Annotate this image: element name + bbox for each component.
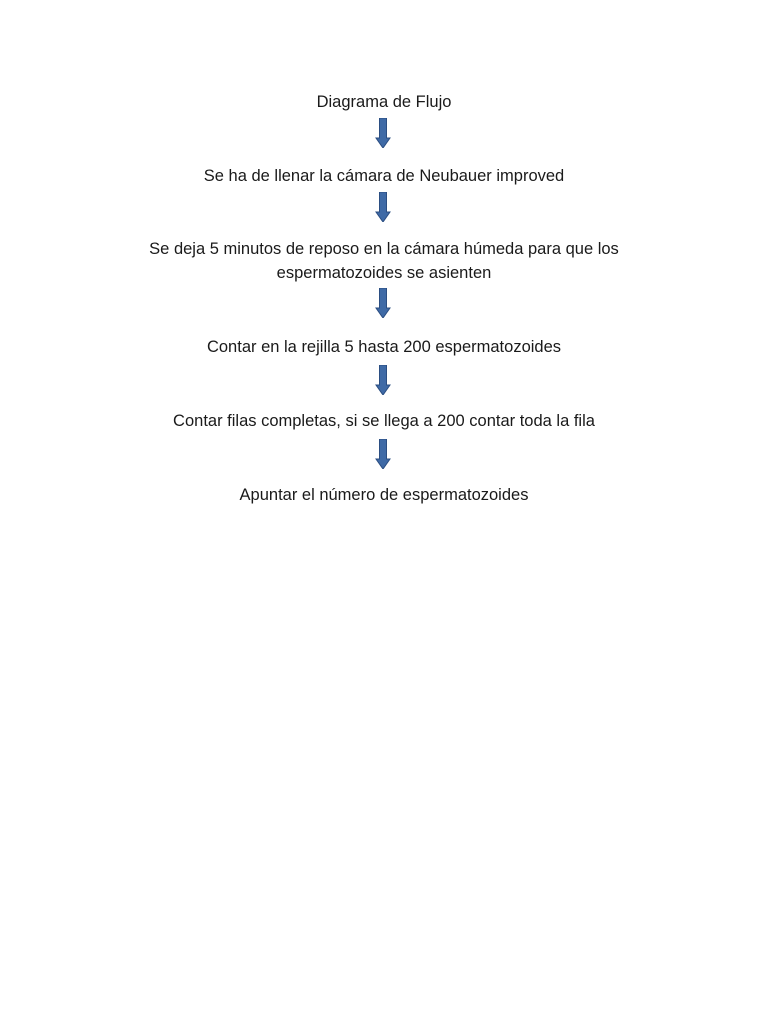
title-text: Diagrama de Flujo [316,93,452,111]
flow-step-2-line-1: Se deja 5 minutos de reposo en la cámara húmeda para que los [149,240,619,258]
down-arrow-icon [373,288,393,318]
down-arrow-icon [373,365,393,395]
flow-step-4-text: Contar filas completas, si se llega a 200 contar toda la fila [173,412,595,430]
down-arrow-icon [373,192,393,222]
flow-step-1-text: Se ha de llenar la cámara de Neubauer improved [203,167,565,185]
flow-step-3 [0,335,768,359]
flow-step-2-line-2: espermatozoides se asienten [276,264,492,282]
flowchart-title [0,90,768,114]
down-arrow-icon [373,365,393,395]
down-arrow-icon [373,192,393,222]
flow-step-4 [0,409,768,433]
flow-step-5 [0,483,768,507]
down-arrow-icon [373,118,393,148]
down-arrow-icon [373,439,393,469]
flow-step-3-text: Contar en la rejilla 5 hasta 200 espermatozoides [206,338,562,356]
down-arrow-icon [373,288,393,318]
flow-step-2 [0,237,768,285]
down-arrow-icon [373,439,393,469]
down-arrow-icon [373,118,393,148]
flow-step-1 [0,164,768,188]
flow-step-5-text: Apuntar el número de espermatozoides [239,486,529,504]
